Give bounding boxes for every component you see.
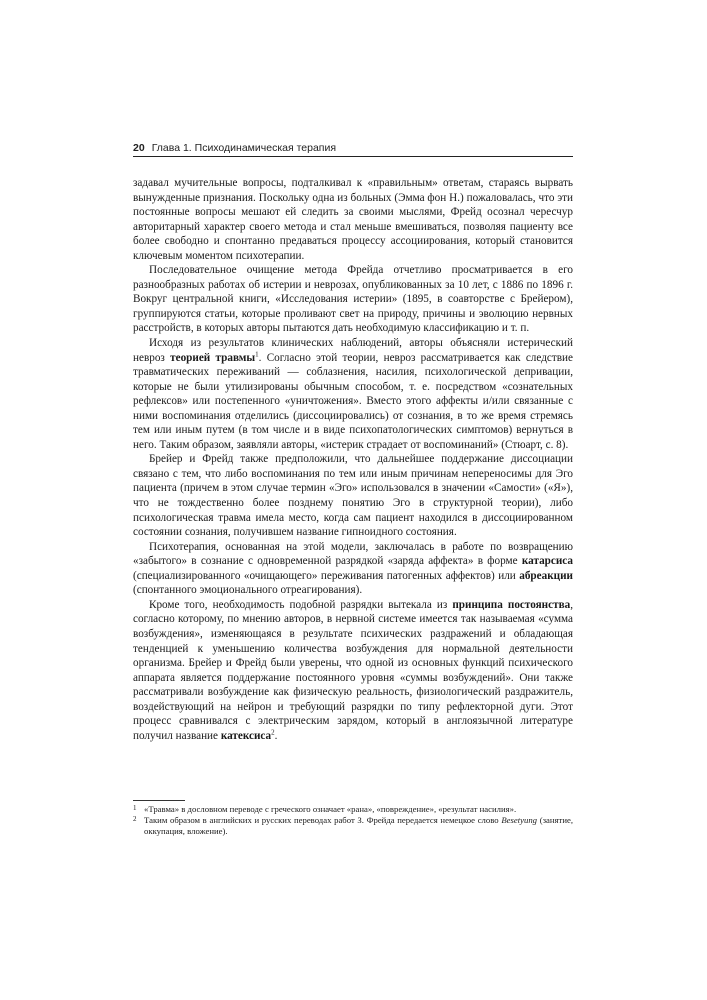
paragraph-6-text-end: . <box>274 729 278 742</box>
term-cathexis: катексиса <box>220 729 272 742</box>
paragraph-3 <box>133 336 573 452</box>
footnote-1-number: 1 <box>133 804 137 812</box>
footnote-2-text: Таким образом в английских и русских переводах работ З. Фрейда передается немецкое слово <box>144 815 502 826</box>
term-abreaction: абреакции <box>519 569 573 582</box>
paragraph-5-text: Психотерапия, основанная на этой модели, заключалась в работе по возвращению «забытого» в сознание с одновременной разрядкой «заряда аффекта» в форме <box>133 540 573 568</box>
footnote-ref-2: 2 <box>271 728 275 737</box>
paragraph-1: задавал мучительные вопросы, подталкивал к «правильным» ответам, стараясь вырвать вынужденные признания. Поскольку одна из больных (Эмма фон Н.) пожаловалась, что эти постоянные вопросы мешают ей следить за своими мыслями, Фрейд осознал чересчур авторитарный характер своего метода и стал меньше вмешиваться, позволяя пациенту все более свободно и спонтанно предаваться процессу ассоциирования, который становится ключевым моментом психотерапии. <box>133 177 573 262</box>
footnote-2-german-word: Besetyung <box>501 815 538 826</box>
paragraph-5-text-mid: (специализированного «очищающего» переживания патогенных аффектов) или <box>133 569 520 582</box>
footnotes <box>133 800 573 838</box>
paragraph-6-text-mid: , согласно которому, по мнению авторов, в нервной системе имеется так называемая «сумма возбуждения», изменяющаяся в результате психических раздражений и обладающая тенденцией к уменьшению количества возбуждения для нормальной деятельности организма. Брейер и Фрейд были уверены, что одной из основных функций психического аппарата является поддержание постоянного уровня «суммы возбуждений». Они также рассматривали возбуждение как физическую реальность, физиологический раздражитель, воздействующий на нейрон и требующий разрядки по типу рефлекторной дуги. Этот процесс сравнивался с электрическим зарядом, который в англоязычной литературе получил название <box>133 598 573 742</box>
paragraph-5-text-end: (спонтанного эмоционального отреагирования). <box>133 584 363 597</box>
running-header <box>133 142 573 157</box>
paragraph-3-text-cont: . Согласно этой теории, невроз рассматривается как следствие травматических переживаний — соблазнения, насилия, психологической депривации, которые не были утилизированы обычным способом, т. е. посредством «сознательных рефлексов» или постепенного «уничтожения». Вместо этого аффекты и/или связанные с ними воспоминания отделились (диссоциировались) от сознания, в то же время стремясь тем или иным путем (в том числе и в виде психопатологических симптомов) вернуться в него. Таким образом, заявляли авторы, «истерик страдает от воспоминаний» (Стюарт, с. 8). <box>133 351 573 451</box>
footnote-2-text-end: (занятие, оккупация, вложение). <box>144 815 573 837</box>
paragraph-6 <box>133 598 573 743</box>
footnote-1-text: «Травма» в дословном переводе с греческого означает «рана», «повреждение», «результат насилия». <box>144 804 517 814</box>
page-number: 20 <box>133 142 145 154</box>
paragraph-3-text: Исходя из результатов клинических наблюдений, авторы объясняли истерический невроз <box>133 337 573 364</box>
paragraph-6-text: Кроме того, необходимость подобной разрядки вытекала из <box>149 598 453 611</box>
footnote-ref-1: 1 <box>255 349 259 358</box>
chapter-title: Глава 1. Психодинамическая терапия <box>151 142 337 154</box>
paragraph-2: Последовательное очищение метода Фрейда отчетливо просматривается в его разнообразных работах об истерии и неврозах, опубликованных за 10 лет, с 1886 по 1896 г. Вокруг центральной книги, «Исследования истерии» (1895, в соавторстве с Брейером), группируются статьи, которые проливают свет на природу, причины и эволюцию нервных расстройств, в которых авторы пытаются дать необходимую классификацию и т. п. <box>133 264 573 335</box>
term-catharsis: катарсиса <box>521 555 573 568</box>
paragraph-4: Брейер и Фрейд также предположили, что дальнейшее поддержание диссоциации связано с тем, что либо воспоминания по тем или иным причинам непереносимы для Эго пациента (причем в этом случае термин «Эго» использовался в значении «Самости» («Я»), что не тождественно более позднему понятию Эго в структурной теории), либо психологическая травма имела место, когда сам пациент находился в диссоциированном состоянии сознания, получившем название гипноидного состояния. <box>133 453 573 539</box>
footnote-2 <box>133 815 573 837</box>
footnote-2-number: 2 <box>133 815 137 824</box>
term-trauma-theory: теорией травмы <box>170 351 256 364</box>
paragraph-5 <box>133 540 573 598</box>
footnote-divider <box>133 800 185 801</box>
body-text <box>133 176 573 743</box>
term-constancy-principle: принципа постоянства <box>452 598 571 611</box>
footnote-1 <box>133 804 573 815</box>
